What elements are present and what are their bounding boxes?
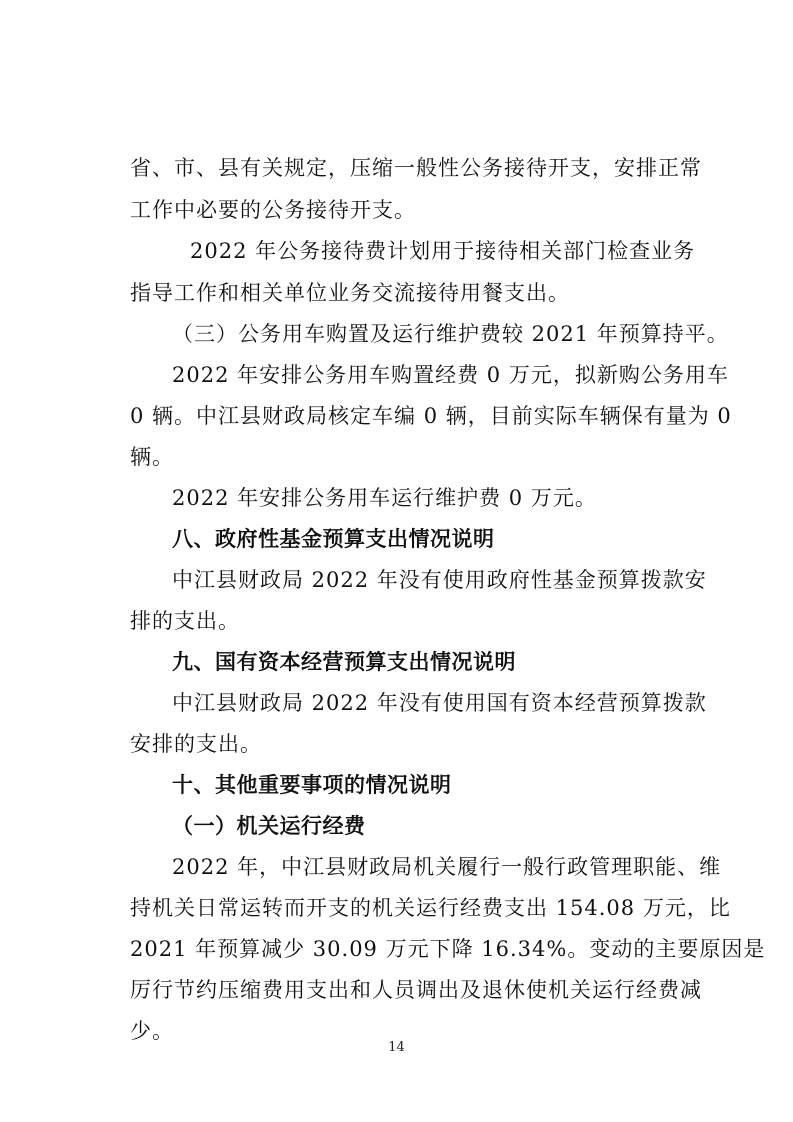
paragraph-line: 厉行节约压缩费用支出和人员调出及退休使机关运行经费减 [130,978,702,1002]
paragraph-line: 指导工作和相关单位业务交流接待用餐支出。 [130,281,570,305]
subsection-heading: （一）机关运行经费 [172,814,366,838]
paragraph-line: 省、市、县有关规定，压缩一般性公务接待开支，安排正常 [130,156,702,180]
paragraph-line: 安排的支出。 [130,732,262,756]
paragraph-line: 中江县财政局 2022 年没有使用政府性基金预算拨款安 [172,568,707,592]
paragraph-line: 持机关日常运转而开支的机关运行经费支出 154.08 万元，比 [130,896,731,920]
paragraph-line: 中江县财政局 2022 年没有使用国有资本经营预算拨款 [172,691,707,715]
paragraph-line: 少。 [130,1019,174,1043]
paragraph-line: 2022 年安排公务用车运行维护费 0 万元。 [172,486,597,510]
paragraph-line: 2021 年预算减少 30.09 万元下降 16.34%。变动的主要原因是 [130,937,766,961]
paragraph-line: 2022 年，中江县财政局机关履行一般行政管理职能、维 [172,855,722,879]
section-heading: 九、国有资本经营预算支出情况说明 [172,650,516,674]
paragraph-line: （三）公务用车购置及运行维护费较 2021 年预算持平。 [172,322,729,346]
paragraph-line: 辆。 [130,445,174,469]
paragraph-line: 2022 年安排公务用车购置经费 0 万元，拟新购公务用车 [172,363,729,387]
page-number: 14 [388,1040,405,1055]
paragraph-line: 工作中必要的公务接待开支。 [130,198,416,222]
paragraph-line: 0 辆。中江县财政局核定车编 0 辆，目前实际车辆保有量为 0 [130,404,732,428]
paragraph-line: 排的支出。 [130,609,240,633]
section-heading: 八、政府性基金预算支出情况说明 [172,527,495,551]
paragraph-line: 2022 年公务接待费计划用于接待相关部门检查业务 [190,239,696,263]
section-heading: 十、其他重要事项的情况说明 [172,773,452,797]
